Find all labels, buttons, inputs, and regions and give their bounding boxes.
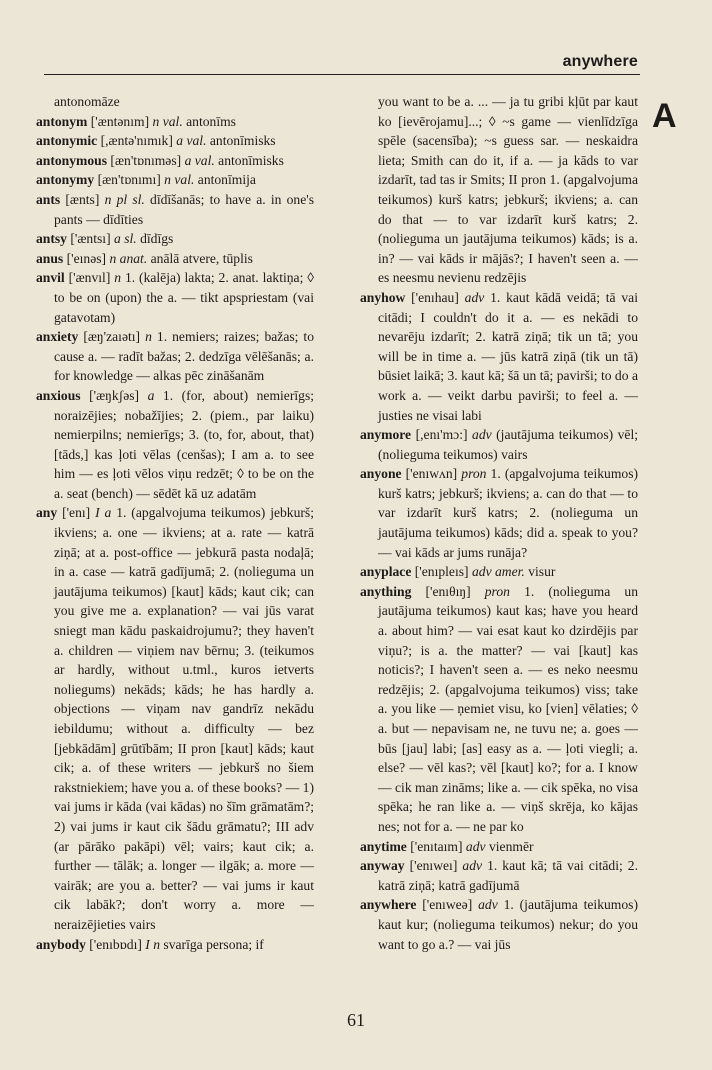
- dictionary-entry: [360, 895, 638, 954]
- entry-headword: anyhow: [360, 289, 406, 305]
- entry-headword: anywhere: [360, 897, 417, 913]
- entry-headword: anything: [360, 583, 412, 599]
- entry-pronunciation: ['ænvıl]: [68, 270, 111, 286]
- entry-part-of-speech: adv: [464, 289, 485, 305]
- dictionary-entry: [36, 151, 314, 171]
- entry-pronunciation: ['enı]: [62, 505, 91, 521]
- entry-pronunciation: [,enı'mɔ:]: [415, 427, 468, 443]
- entry-part-of-speech: n val.: [152, 113, 183, 129]
- dictionary-entry: [36, 386, 314, 504]
- entry-part-of-speech: a sl.: [114, 231, 137, 247]
- dictionary-entry: [36, 503, 314, 934]
- entry-definition: dīdīšanās; to have a. in one's pants — dīdīties: [54, 191, 314, 227]
- entry-part-of-speech: adv amer.: [471, 564, 525, 580]
- entry-pronunciation: ['eınəs]: [66, 250, 107, 266]
- entry-pronunciation: ['æntsı]: [70, 231, 111, 247]
- entry-pronunciation: ['enıweı]: [409, 858, 458, 874]
- entry-part-of-speech: n anat.: [109, 250, 148, 266]
- entry-part-of-speech: I n: [145, 936, 161, 952]
- entry-headword: antonymy: [36, 172, 95, 188]
- dictionary-entry: [36, 935, 314, 955]
- dictionary-entry: [360, 837, 638, 857]
- entry-definition: 1. (nolieguma un jautājuma teikumos) kaut kas; have you heard a. about him? — vai esat kaut ko dzirdējis par viņu?; is a. the matter? — vai [kaut] kas noticis?; I haven't seen a. — es neko neesmu redzējis; 2. (apgalvojuma teikumos) viss; take a. you like — ņemiet visu, ko [vien] vēlaties; ◊ a. but — nepavisam ne, ne tuvu ne; a. goes — būs [jau] labi; [as] easy as a. — ļoti viegli; a. else? — vēl kas?; vēl [kaut] ko?; for a. I know — cik man zināms; like a. — cik spēka, no visa spēka; he ran like a. — viņš skrēja, ko kājas nes; not for a. — ne par ko: [378, 583, 638, 834]
- entry-definition: 1. kaut kādā veidā; tā vai citādi; I couldn't do it a. — es nekādi to nevarēju izdarīt; 2. katrā ziņā; tik un tā; you will be in time a. — jūs katrā ziņā (tik un tā) būsiet laikā; 3. kaut kā; šā un tā; pavirši; to do a work a. — veikt darbu pavirši; to feel a. — justies ne visai labi: [378, 289, 638, 423]
- entry-definition: 1. (kalēja) lakta; 2. anat. laktiņa; ◊ to be on (upon) the a. — tikt apspriestam (vai gatavotam): [54, 270, 314, 325]
- dictionary-entry: [36, 268, 314, 327]
- entry-headword: anyplace: [360, 564, 412, 580]
- entry-headword: any: [36, 505, 58, 521]
- entry-part-of-speech: n: [114, 270, 122, 286]
- entry-headword: anyone: [360, 466, 402, 482]
- entry-pronunciation: [æn'tɒnıməs]: [110, 152, 182, 168]
- entry-part-of-speech: pron: [461, 466, 487, 482]
- dictionary-entry: [36, 131, 314, 151]
- dictionary-entry: [36, 112, 314, 132]
- page-number: 61: [347, 1010, 365, 1030]
- entry-definition: 1. (apgalvojuma teikumos) kurš katrs; jebkurš; ikviens; a. can do that — to var izdarīt kurš katrs; 2. (nolieguma un jautājuma teikumos) kāds; did a. speak to you? — vai kāds ar jums runāja?: [378, 466, 639, 560]
- dictionary-entry: [360, 288, 638, 425]
- entry-part-of-speech: adv: [462, 858, 483, 874]
- dictionary-entry: [360, 562, 638, 582]
- entry-pronunciation: [,æntə'nımık]: [100, 133, 173, 149]
- dictionary-entry: [36, 92, 314, 112]
- dictionary-entry: [360, 425, 638, 464]
- entry-part-of-speech: I a: [95, 505, 112, 521]
- left-column: [36, 92, 314, 954]
- entry-definition: antonīmisks: [218, 152, 284, 168]
- entry-part-of-speech: n: [145, 329, 152, 345]
- entry-pronunciation: ['æŋkʃəs]: [89, 387, 140, 403]
- entry-headword: anus: [36, 250, 64, 266]
- entry-definition: 1. (apgalvojuma teikumos) jebkurš; ikviens; a. one — ikviens; at a. rate — katrā ziņā; at a. post-office — jebkurā pasta nodaļā; in a. case — katrā gadījumā; 2. (nolieguma un jautājuma teikumos) [kaut] kāds; kaut cik; can you give me a. explanation? — vai jūs varat sniegt man kādu paskaidrojumu?; they haven't a. children — viņiem nav bērnu; 3. (teikumos ar hardly, without u.tml., kuros ietverts noliegums) nekāds; kāds; he has hardly a. objections — viņam nav gandrīz nekādu iebildumu; without a. difficulty — bez [jebkādām] grūtībām; II pron [kaut] kāds; kaut cik; a. of these writers — jebkurš no šiem rakstniekiem; have you a. of these books? — 1) vai jums ir kāda (vai kādas) no šīm grāmatām?; 2) vai jums ir kaut cik šādu grāmatu?; III adv (ar pārāko pakāpi) vēl; vairs; kaut cik; a. further — tālāk; a. longer — ilgāk; a. more — vairāk; are you a. better? — vai jums ir kaut cik labāk?; don't worry a. more — neraizējieties vairs: [54, 505, 314, 932]
- entry-part-of-speech: a: [147, 387, 155, 403]
- entry-headword: antonymous: [36, 152, 108, 168]
- entry-pronunciation: [æŋ'zaıətı]: [83, 329, 141, 345]
- entry-part-of-speech: a val.: [184, 152, 215, 168]
- entry-headword: anxiety: [36, 329, 79, 345]
- section-thumb-tab: A: [652, 97, 677, 135]
- dictionary-entry: [36, 327, 314, 386]
- running-head-word: anywhere: [562, 53, 638, 70]
- entry-headword: anytime: [360, 838, 407, 854]
- dictionary-entry: [36, 170, 314, 190]
- entry-pronunciation: ['enıwʌn]: [405, 466, 458, 482]
- entry-pronunciation: [æn'tɒnımı]: [97, 172, 161, 188]
- entry-part-of-speech: pron: [484, 583, 510, 599]
- entry-headword: anymore: [360, 427, 412, 443]
- entry-definition: antonīmisks: [209, 133, 276, 149]
- entry-headword: antonymic: [36, 133, 98, 149]
- entry-definition: you want to be a. ... — ja tu gribi kļūt par kaut ko [ievērojamu]...; ◊ ~s game — vienlīdzīga spēle (sacensība); ~s guess sar. — neskaidra lieta; Smith can do it, if a. — ja kāds to var izdarīt, tad tas ir Smits; II pron 1. (apgalvojuma teikumos) kurš katrs; jebkurš; ikviens; a. can do that — to var izdarīt kurš katrs; 2. (nolieguma un jautājuma teikumos) kāds; is a. in? — vai kāds ir mājās?; I haven't seen a. — es neesmu nevienu redzējis: [378, 94, 638, 286]
- dictionary-entry: [360, 92, 638, 288]
- entry-headword: antsy: [36, 231, 67, 247]
- entry-pronunciation: ['æntənım]: [90, 113, 150, 129]
- right-column: [360, 92, 638, 954]
- dictionary-entry: [360, 856, 638, 895]
- entry-definition: antonīmija: [197, 172, 256, 188]
- running-head: [44, 52, 640, 75]
- entry-definition: visur: [528, 564, 556, 580]
- dictionary-entry: [360, 582, 638, 837]
- entry-headword: anxious: [36, 387, 81, 403]
- dictionary-entry: [36, 190, 314, 229]
- entry-definition: 1. nemiers; raizes; bažas; to cause a. — radīt bažas; 2. dedzīga vēlēšanās; a. for knowledge — alkas pēc zināšanām: [54, 329, 315, 384]
- entry-definition: antonīms: [186, 113, 236, 129]
- entry-definition: anālā atvere, tūplis: [150, 250, 253, 266]
- dictionary-entry: [360, 464, 638, 562]
- entry-headword: ants: [36, 191, 61, 207]
- entry-part-of-speech: n val.: [164, 172, 195, 188]
- entry-pronunciation: ['enıpleıs]: [414, 564, 469, 580]
- entry-headword: anyway: [360, 858, 405, 874]
- entry-pronunciation: ['enıweə]: [422, 897, 473, 913]
- entry-definition: svarīga persona; if: [163, 936, 264, 952]
- entry-definition: dīdīgs: [140, 231, 174, 247]
- entry-part-of-speech: n pl sl.: [104, 191, 145, 207]
- entry-headword: anybody: [36, 936, 86, 952]
- entry-headword: anvil: [36, 270, 65, 286]
- entry-definition: 1. (for, about) nemierīgs; noraizējies; nobažījies; 2. (piem., par laiku) nemierpilns; nemierīgs; 3. (to, for, about, that) [tāds,] kas ļoti vēlas (cenšas); I am a. to see him — es ļoti vēlos viņu redzēt; ◊ to be on the a. seat (bench) — sēdēt kā uz adatām: [54, 387, 315, 501]
- entry-definition: 1. (jautājuma teikumos) kaut kur; (nolieguma teikumos) nekur; do you want to go a.? — vai jūs: [378, 897, 638, 952]
- entry-pronunciation: ['enıtaım]: [410, 838, 463, 854]
- entry-headword: antonym: [36, 113, 88, 129]
- entry-definition: 1. kaut kā; tā vai citādi; 2. katrā ziņā; katrā gadījumā: [378, 858, 638, 893]
- entry-pronunciation: ['enıbɒdı]: [89, 936, 142, 952]
- dictionary-entry: [36, 229, 314, 249]
- entry-pronunciation: ['enıθıŋ]: [425, 583, 471, 599]
- entry-definition: vienmēr: [488, 838, 534, 854]
- entry-definition: (jautājuma teikumos) vēl; (nolieguma teikumos) vairs: [378, 427, 639, 462]
- entry-pronunciation: ['enıhau]: [411, 289, 459, 305]
- entry-part-of-speech: adv: [465, 838, 486, 854]
- entry-part-of-speech: adv: [472, 427, 492, 443]
- entry-part-of-speech: a val.: [176, 133, 207, 149]
- entry-definition: antonomāze: [54, 94, 120, 109]
- entry-pronunciation: [ænts]: [65, 191, 100, 207]
- dictionary-entry: [36, 249, 314, 269]
- entry-part-of-speech: adv: [478, 897, 498, 913]
